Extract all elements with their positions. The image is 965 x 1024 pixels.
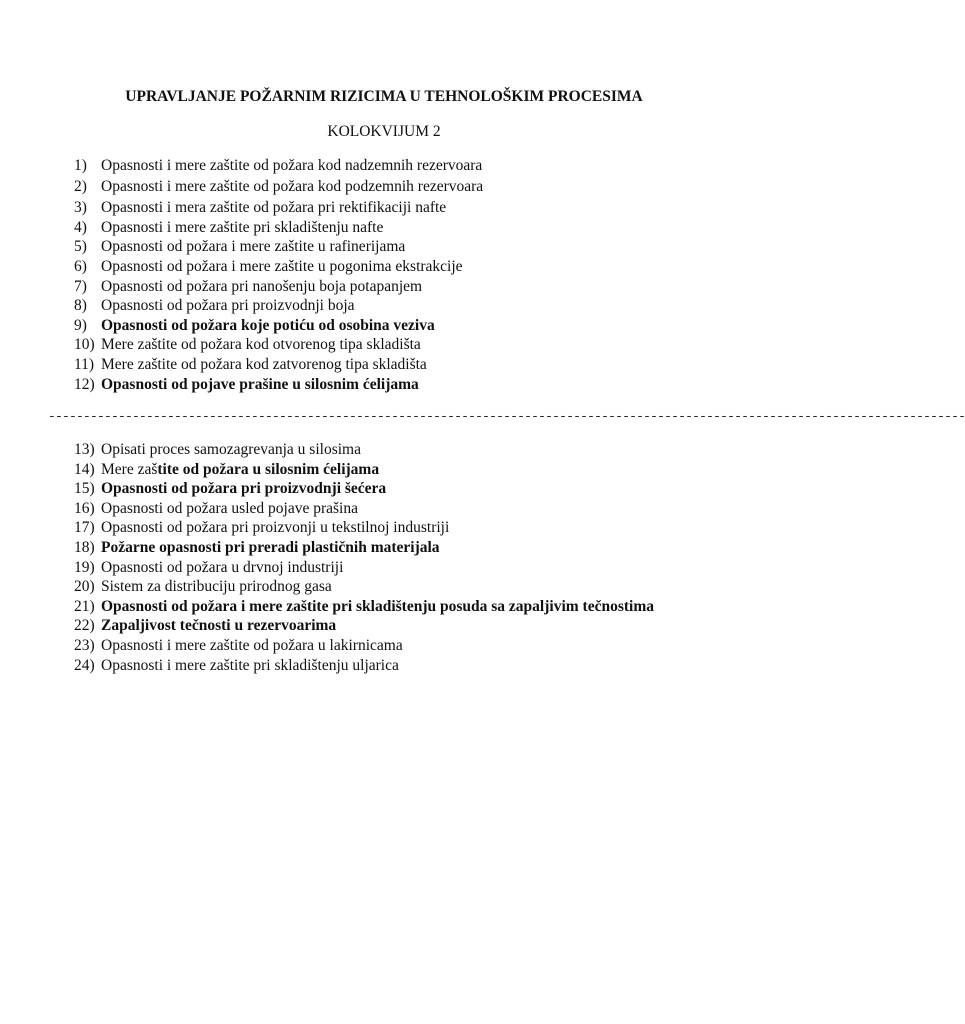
list-item xyxy=(74,636,654,656)
item-text: Opasnosti i mera zaštite od požara pri rektifikaciji nafte xyxy=(101,199,447,217)
list-item xyxy=(74,277,483,297)
item-text: Opasnosti od požara pri proizvodnji šećera xyxy=(101,480,387,498)
question-list-part-1 xyxy=(74,156,483,394)
list-item xyxy=(74,375,483,395)
item-number: 1) xyxy=(74,157,87,174)
list-item xyxy=(74,597,654,617)
list-item xyxy=(74,577,654,597)
item-number: 24) xyxy=(74,656,95,674)
item-text: Mere zaštite od požara kod otvorenog tipa skladišta xyxy=(101,336,421,354)
document-subtitle: KOLOKVIJUM 2 xyxy=(327,123,441,140)
list-item xyxy=(74,616,654,636)
list-item xyxy=(74,177,483,197)
item-number: 4) xyxy=(74,218,87,236)
list-item xyxy=(74,257,483,277)
list-item xyxy=(74,460,654,480)
item-text: Mere zaštite od požara kod zatvorenog tipa skladišta xyxy=(101,355,427,373)
item-text: Opasnosti od požara pri nanošenju boja potapanjem xyxy=(101,277,423,295)
item-number: 10) xyxy=(74,336,95,354)
list-item xyxy=(74,518,654,538)
list-item xyxy=(74,479,654,499)
item-number: 17) xyxy=(74,519,95,537)
item-number: 7) xyxy=(74,277,87,295)
item-number: 19) xyxy=(74,558,95,576)
item-number: 20) xyxy=(74,578,95,596)
item-text: Opasnosti od požara i mere zaštite pri skladištenju posuda sa zapaljivim tečnostima xyxy=(101,597,654,615)
list-item xyxy=(74,656,654,676)
item-text-bold: tite od požara u silosnim ćelijama xyxy=(157,460,380,478)
list-item xyxy=(74,335,483,355)
list-item xyxy=(74,499,654,519)
item-number: 22) xyxy=(74,617,95,635)
dashed-separator: ----------------------------------------------------------------------------------------------------------------------------------- xyxy=(48,409,965,424)
item-text: Opisati proces samozagrevanja u silosima xyxy=(101,441,361,458)
item-number: 16) xyxy=(74,499,95,517)
item-number: 9) xyxy=(74,316,87,334)
item-text: Opasnosti od požara u drvnoj industriji xyxy=(101,558,344,576)
item-text: Opasnosti od požara pri proizvodnji boja xyxy=(101,297,355,315)
item-number: 5) xyxy=(74,238,87,256)
item-text: Opasnosti od požara i mere zaštite u pogonima ekstrakcije xyxy=(101,257,463,275)
item-text-plain: Mere zaš xyxy=(101,460,158,478)
item-number: 8) xyxy=(74,297,87,315)
item-text: Opasnosti od požara pri proizvonji u tekstilnoj industriji xyxy=(101,519,450,537)
item-number: 12) xyxy=(74,375,95,393)
list-item xyxy=(74,237,483,257)
item-text: Opasnosti i mere zaštite od požara kod nadzemnih rezervoara xyxy=(101,157,483,174)
list-item xyxy=(74,218,483,238)
list-item xyxy=(74,316,483,336)
item-text: Opasnosti i mere zaštite pri skladištenju nafte xyxy=(101,218,384,236)
item-text: Opasnosti i mere zaštite od požara u lakirnicama xyxy=(101,636,403,654)
list-item xyxy=(74,156,483,176)
list-item xyxy=(74,538,654,558)
item-text: Zapaljivost tečnosti u rezervoarima xyxy=(101,617,337,635)
item-text: Opasnosti i mere zaštite pri skladištenju uljarica xyxy=(101,656,399,674)
item-number: 2) xyxy=(74,178,87,196)
item-number: 13) xyxy=(74,441,95,458)
item-number: 6) xyxy=(74,257,87,275)
item-text: Opasnosti od požara koje potiću od osobina veziva xyxy=(101,316,435,334)
item-number: 11) xyxy=(74,355,95,373)
item-text: Sistem za distribuciju prirodnog gasa xyxy=(101,578,332,596)
item-number: 15) xyxy=(74,480,95,498)
document-title: UPRAVLJANJE POŽARNIM RIZICIMA U TEHNOLOŠKIM PROCESIMA xyxy=(125,88,643,105)
item-text: Opasnosti od pojave prašine u silosnim ćelijama xyxy=(101,375,419,393)
item-number: 14) xyxy=(74,460,95,478)
list-item xyxy=(74,296,483,316)
item-text: Opasnosti od požara usled pojave prašina xyxy=(101,499,358,517)
item-text: Opasnosti i mere zaštite od požara kod podzemnih rezervoara xyxy=(101,178,484,196)
list-item xyxy=(74,440,654,460)
item-text: Požarne opasnosti pri preradi plastičnih materijala xyxy=(101,538,440,556)
item-number: 21) xyxy=(74,597,95,615)
list-item xyxy=(74,355,483,375)
list-item xyxy=(74,558,654,578)
item-number: 18) xyxy=(74,538,95,556)
item-number: 3) xyxy=(74,199,87,217)
item-text xyxy=(101,460,379,480)
list-item xyxy=(74,198,483,218)
item-number: 23) xyxy=(74,636,95,654)
question-list-part-2 xyxy=(74,440,654,675)
item-text: Opasnosti od požara i mere zaštite u rafinerijama xyxy=(101,238,406,256)
